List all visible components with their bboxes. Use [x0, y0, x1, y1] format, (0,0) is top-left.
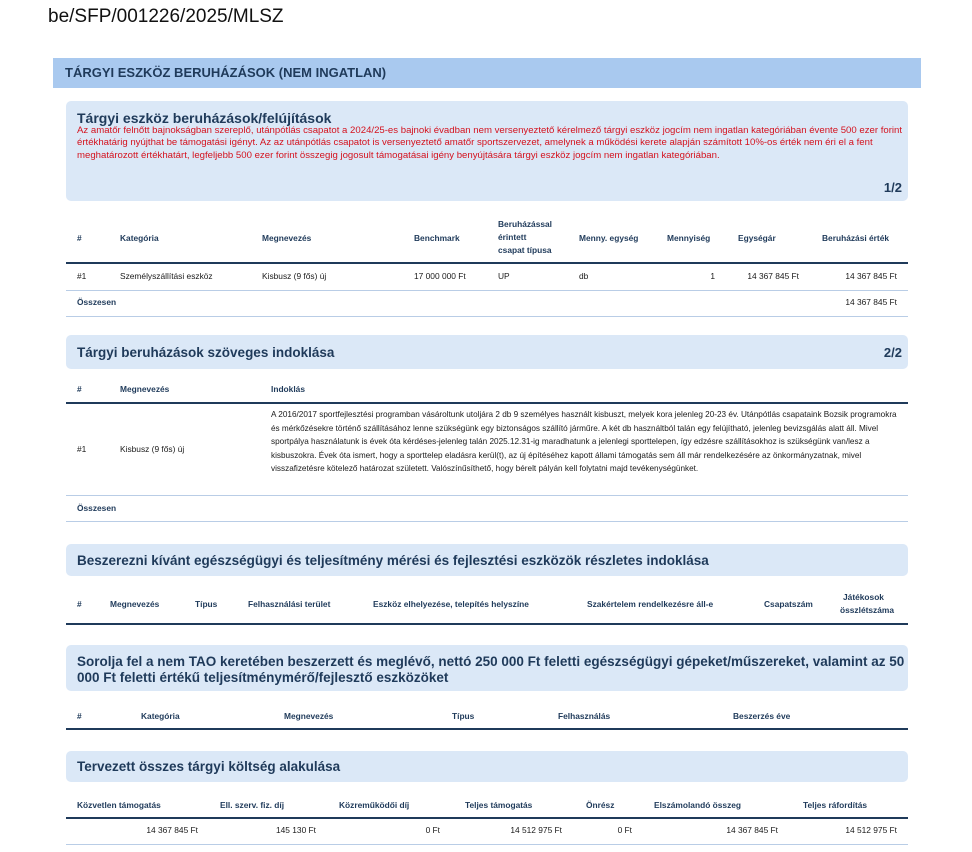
- investments-panel: [66, 101, 908, 201]
- panel-title: Beszerezni kívánt egészségügyi és teljesítmény mérési és fejlesztési eszközök részletes indoklása: [77, 553, 709, 568]
- header-divider: [66, 817, 908, 819]
- col-header-location: Eszköz elhelyezése, telepítés helyszíne: [373, 599, 529, 609]
- players-line-1: Játékosok: [843, 592, 884, 602]
- cell-benchmark: 17 000 000 Ft: [414, 271, 466, 281]
- team-type-line-1: Beruházással: [498, 219, 552, 229]
- total-label: Összesen: [77, 503, 117, 513]
- cell-accountable: 14 367 845 Ft: [726, 825, 778, 835]
- header-divider: [66, 623, 908, 625]
- panel-title: Tárgyi eszköz beruházások/felújítások: [77, 110, 332, 126]
- panel-title: Tárgyi beruházások szöveges indoklása: [77, 345, 335, 360]
- col-header-num: #: [77, 384, 82, 394]
- cell-team-type: UP: [498, 271, 510, 281]
- col-header-benchmark: Benchmark: [414, 233, 460, 243]
- section-header: TÁRGYI ESZKÖZ BERUHÁZÁSOK (NEM INGATLAN): [53, 58, 921, 88]
- col-header-category: Kategória: [120, 233, 159, 243]
- total-divider: [66, 316, 908, 317]
- cell-unit-price: 14 367 845 Ft: [747, 271, 799, 281]
- health-devices-panel: [66, 544, 908, 576]
- col-header-qty: Mennyiség: [667, 233, 711, 243]
- page-indicator: 2/2: [883, 345, 902, 360]
- cell-total-cost: 14 512 975 Ft: [845, 825, 897, 835]
- cell-name: Kisbusz (9 fős) új: [262, 271, 327, 281]
- cell-num: #1: [77, 444, 87, 454]
- cell-justification: A 2016/2017 sportfejlesztési programban vásároltunk utoljára 2 db 9 személyes használt kisbuszt, melyek kora jelenleg 20-23 év. Utánpótlás csapataink Bozsik programokra és mérkőzésekre történő szállításához lenne szükségünk egy biztonságos szállító járműre. A két db használtból talán egy felújítható, jelenleg bevizsgálás alatt áll. Mivel sportpálya használatunk is évek óta kérdéses-jelenleg talán 2025.12.31-ig maradhatunk a jelenlegi sporttelepen, így edzésre szállításokhoz is szükségünk van/lesz a kisbuszokra. Évek óta ismert, hogy a sporttelep eladásra kerül(t), az új építéséhez kapott állami támogatás sem áll már rendelkezésére az önkormányzatnak, mivel visszafizetésre kötelező határozat született. Valószínűsíthető, hogy bérelt pályán kell folytatni majd tevékenységünket.: [271, 410, 897, 474]
- cell-total-support: 14 512 975 Ft: [510, 825, 562, 835]
- col-header-fee: Ell. szerv. fiz. díj: [220, 800, 285, 810]
- cell-num: #1: [77, 271, 87, 281]
- col-header-total-cost: Teljes ráfordítás: [803, 800, 868, 810]
- cell-fee: 145 130 Ft: [275, 825, 316, 835]
- col-header-year: Beszerzés éve: [733, 711, 791, 721]
- header-divider: [66, 262, 908, 264]
- eligibility-warning: Az amatőr felnőtt bajnokságban szereplő, utánpótlás csapatot a 2024/25-es bajnoki évadban nem versenyeztető kérelmező tárgyi eszköz jogcím nem ingatlan kategóriában évente 500 ezer forint értékhatárig nyújthat be támogatási igényt. Az az utánpótlás csapatot is versenyeztető amatőr sportszervezet, amelynek a működési kerete alapján számított 10%-os érték nem éri el a fent meghatározott értékhatárt, legfeljebb 500 ezer forint összegig jogosult támogatásai igény benyújtására tárgyi eszköz jogcím nem ingatlan kategóriában.: [77, 125, 903, 161]
- team-type-line-3: csapat típusa: [498, 245, 552, 255]
- cell-category: Személyszállítási eszköz: [120, 271, 213, 281]
- col-header-category: Kategória: [141, 711, 180, 721]
- col-header-expert: Szakértelem rendelkezésre áll-e: [587, 599, 714, 609]
- col-header-players: [840, 591, 894, 617]
- col-header-unit-price: Egységár: [738, 233, 776, 243]
- col-header-teams: Csapatszám: [764, 599, 813, 609]
- document-id: be/SFP/001226/2025/MLSZ: [48, 6, 284, 27]
- players-line-2: összlétszáma: [840, 605, 894, 615]
- col-header-name: Megnevezés: [262, 233, 312, 243]
- page-indicator: 1/2: [883, 180, 902, 195]
- header-divider: [66, 728, 908, 730]
- col-header-num: #: [77, 599, 82, 609]
- col-header-accountable: Elszámolandó összeg: [654, 800, 742, 810]
- cell-intermediary: 0 Ft: [425, 825, 440, 835]
- row-divider: [66, 290, 908, 291]
- col-header-num: #: [77, 711, 82, 721]
- col-header-type: Típus: [452, 711, 475, 721]
- total-value: 14 367 845 Ft: [845, 297, 897, 307]
- total-label: Összesen: [77, 297, 117, 307]
- col-header-unit: Menny. egység: [579, 233, 639, 243]
- justification-panel: [66, 335, 908, 369]
- cell-name: Kisbusz (9 fős) új: [120, 444, 185, 454]
- col-header-type: Típus: [195, 599, 218, 609]
- col-header-intermediary: Közreműködői díj: [339, 800, 410, 810]
- panel-title: Sorolja fel a nem TAO keretében beszerzett és meglévő, nettó 250 000 Ft feletti egészségügyi gépeket/műszereket, valamint az 50 000 Ft feletti értékű teljesítménymérő/fejlesztő eszközöket: [77, 654, 905, 685]
- col-header-name: Megnevezés: [120, 384, 170, 394]
- cell-own: 0 Ft: [617, 825, 632, 835]
- col-header-team-type: [498, 218, 552, 257]
- col-header-direct: Közvetlen támogatás: [77, 800, 161, 810]
- col-header-num: #: [77, 233, 82, 243]
- cell-value: 14 367 845 Ft: [845, 271, 897, 281]
- col-header-name: Megnevezés: [284, 711, 334, 721]
- header-divider: [66, 402, 908, 404]
- panel-title: Tervezett összes tárgyi költség alakulása: [77, 759, 341, 774]
- col-header-value: Beruházási érték: [822, 233, 890, 243]
- existing-devices-panel: [66, 645, 908, 691]
- col-header-own: Önrész: [586, 800, 615, 810]
- cell-direct: 14 367 845 Ft: [146, 825, 198, 835]
- cell-qty: 1: [710, 271, 715, 281]
- col-header-usage: Felhasználás: [558, 711, 611, 721]
- total-divider: [66, 521, 908, 522]
- cell-unit: db: [579, 271, 589, 281]
- col-header-name: Megnevezés: [110, 599, 160, 609]
- row-divider: [66, 844, 908, 845]
- col-header-total-support: Teljes támogatás: [465, 800, 533, 810]
- col-header-justification: Indoklás: [271, 384, 305, 394]
- team-type-line-2: érintett: [498, 232, 527, 242]
- row-divider: [66, 495, 908, 496]
- col-header-usage: Felhasználási terület: [248, 599, 331, 609]
- cost-summary-panel: [66, 751, 908, 782]
